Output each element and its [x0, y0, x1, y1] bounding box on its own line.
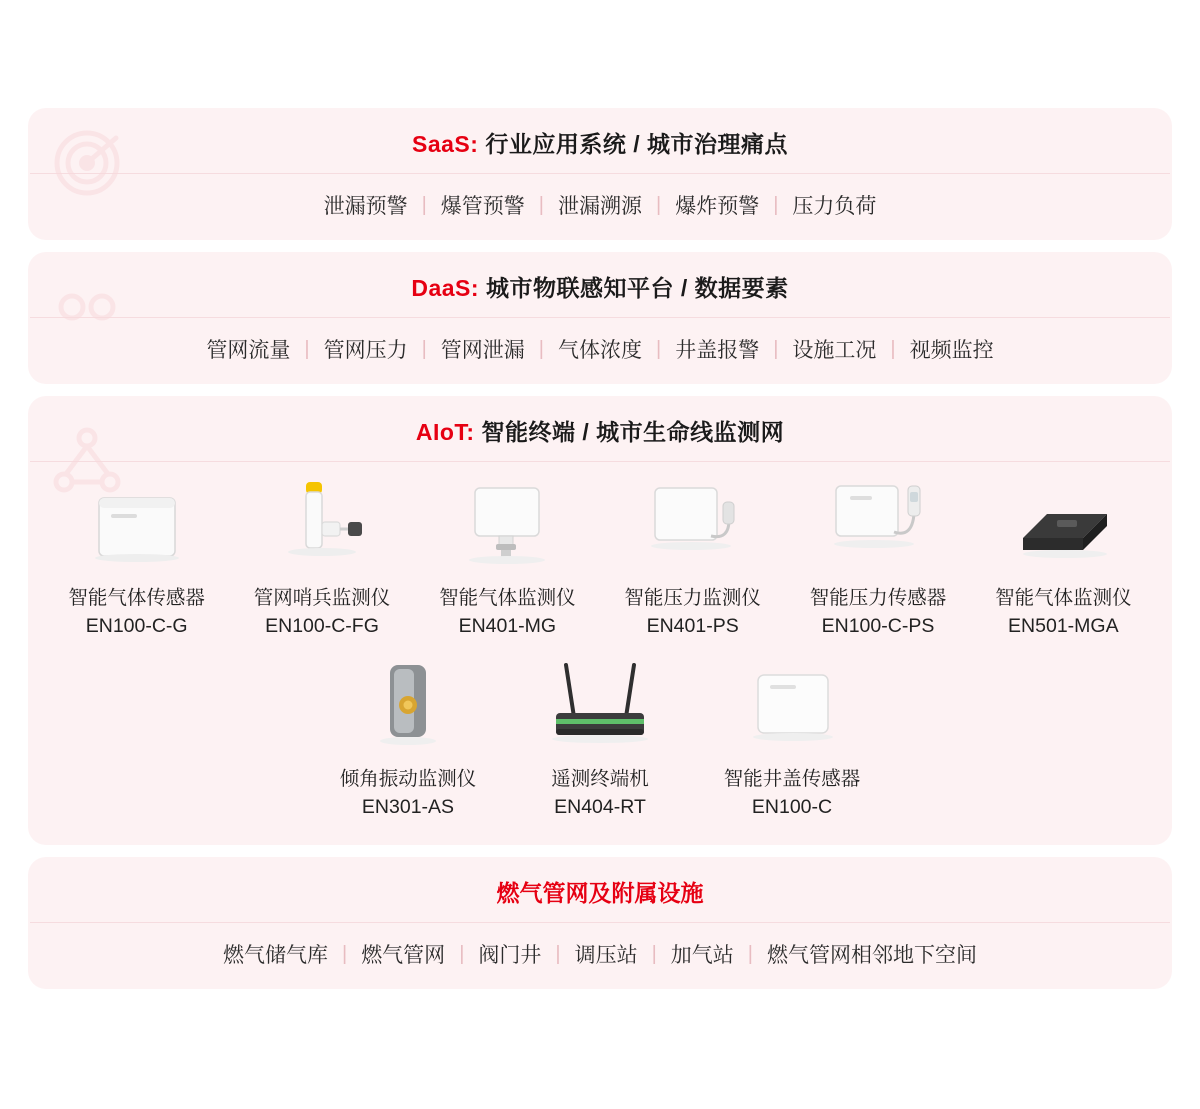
- chip-divider: |: [421, 193, 427, 216]
- device-name: 遥测终端机: [551, 767, 649, 790]
- chip-divider: |: [538, 193, 544, 216]
- layer-title-daas: [28, 252, 1172, 317]
- gas-monitor-black-icon: [972, 478, 1155, 574]
- chip-item[interactable]: 加气站: [670, 944, 734, 968]
- device-model: EN501-MGA: [1008, 615, 1119, 638]
- chip-divider: |: [555, 942, 561, 965]
- device-name: 智能气体监测仪: [995, 587, 1132, 609]
- chip-divider: |: [459, 942, 465, 965]
- chip-divider: |: [656, 193, 662, 216]
- device-model: EN100-C-PS: [821, 615, 935, 638]
- device-card[interactable]: [971, 478, 1156, 641]
- device-name: 管网哨兵监测仪: [253, 587, 391, 609]
- chip-item[interactable]: 阀门井: [478, 944, 542, 968]
- layer-saas: [28, 108, 1172, 240]
- chip-item[interactable]: 燃气管网: [361, 944, 446, 968]
- device-card[interactable]: [600, 478, 785, 641]
- device-model: EN301-AS: [361, 795, 455, 818]
- manhole-sensor-plate-icon: [697, 659, 887, 755]
- chip-item[interactable]: 井盖报警: [675, 339, 760, 362]
- layer-heading: 智能终端 / 城市生命线监测网: [481, 419, 785, 445]
- gas-monitor-valve-icon: [416, 478, 599, 574]
- aiot-device-grid: [28, 462, 1172, 845]
- layer-prefix: DaaS:: [411, 275, 480, 301]
- layer-daas: [28, 252, 1172, 384]
- device-card[interactable]: [44, 478, 229, 641]
- device-card[interactable]: [415, 478, 600, 641]
- chip-item[interactable]: 燃气管网相邻地下空间: [767, 944, 977, 968]
- layer-title-aiot: [28, 396, 1172, 461]
- chip-divider: |: [773, 337, 779, 360]
- chip-item[interactable]: 管网流量: [206, 339, 291, 362]
- chip-item[interactable]: 管网压力: [323, 339, 408, 362]
- layer-aiot: [28, 396, 1172, 845]
- chip-divider: |: [890, 337, 896, 360]
- device-card[interactable]: [696, 659, 888, 822]
- chip-item[interactable]: 压力负荷: [792, 195, 877, 218]
- device-model: EN404-RT: [554, 795, 646, 818]
- layer-heading: 城市物联感知平台 / 数据要素: [485, 275, 789, 301]
- tilt-vibration-device-icon: [313, 659, 503, 755]
- chip-item[interactable]: 气体浓度: [558, 339, 642, 362]
- device-card[interactable]: [229, 478, 414, 641]
- device-name: 智能气体监测仪: [439, 587, 576, 609]
- device-row-2: [44, 659, 1156, 822]
- pressure-monitor-cable-icon: [601, 478, 784, 574]
- chip-item[interactable]: 设施工况: [792, 339, 877, 362]
- chip-item[interactable]: 爆管预警: [440, 195, 525, 218]
- device-model: EN100-C-G: [85, 615, 188, 638]
- chip-item[interactable]: 视频监控: [909, 339, 994, 362]
- chip-divider: |: [304, 337, 310, 360]
- chip-divider: |: [747, 942, 753, 965]
- gas-sensor-box-icon: [45, 478, 228, 574]
- chip-item[interactable]: 爆炸预警: [675, 195, 760, 218]
- device-model: EN401-PS: [646, 615, 739, 638]
- device-card[interactable]: [504, 659, 696, 822]
- layer-prefix: AIoT:: [415, 419, 475, 445]
- chip-divider: |: [341, 942, 348, 965]
- pressure-sensor-probe-icon: [786, 478, 969, 574]
- device-name: 智能压力传感器: [809, 587, 947, 609]
- chip-row-saas: [28, 174, 1172, 240]
- device-model: EN401-MG: [458, 615, 557, 638]
- device-name: 智能气体传感器: [68, 587, 205, 609]
- chip-item[interactable]: 泄漏预警: [323, 195, 408, 218]
- device-name: 倾角振动监测仪: [339, 767, 477, 790]
- device-name: 智能井盖传感器: [723, 767, 861, 790]
- chip-divider: |: [773, 193, 779, 216]
- device-model: EN100-C-FG: [265, 615, 379, 638]
- layer-prefix: SaaS:: [412, 131, 479, 157]
- chip-item[interactable]: 泄漏溯源: [558, 195, 642, 218]
- chip-row-daas: [28, 318, 1172, 384]
- chip-item[interactable]: 管网泄漏: [440, 339, 525, 362]
- chip-row-pipeline: [28, 923, 1172, 989]
- layer-pipeline: [28, 857, 1172, 989]
- chip-divider: |: [538, 337, 544, 360]
- chip-divider: |: [421, 337, 427, 360]
- device-card[interactable]: [785, 478, 970, 641]
- chip-divider: |: [651, 942, 657, 965]
- device-model: EN100-C: [751, 795, 833, 818]
- layer-title-pipeline: 燃气管网及附属设施: [496, 880, 704, 907]
- device-row-1: [44, 478, 1156, 641]
- layer-title-saas: [28, 108, 1172, 173]
- chip-item[interactable]: 调压站: [574, 944, 638, 968]
- device-name: 智能压力监测仪: [624, 587, 761, 609]
- pipe-sentinel-probe-icon: [230, 478, 413, 574]
- layer-heading: 行业应用系统 / 城市治理痛点: [485, 131, 788, 157]
- device-card[interactable]: [312, 659, 504, 822]
- telemetry-router-icon: [505, 659, 695, 755]
- chip-divider: |: [656, 337, 662, 360]
- chip-item[interactable]: 燃气储气库: [222, 944, 328, 968]
